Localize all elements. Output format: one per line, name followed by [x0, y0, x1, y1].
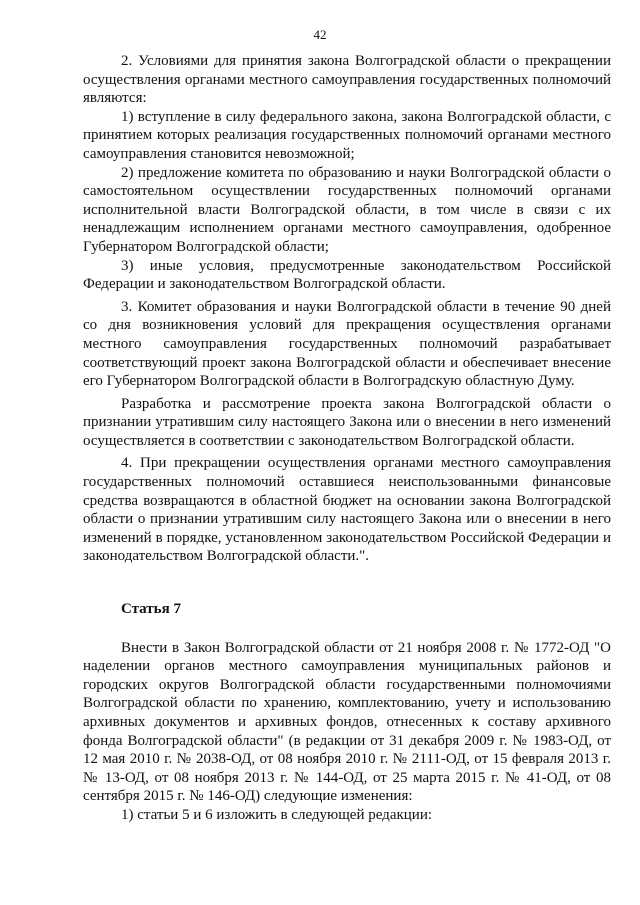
paragraph-article-item-1: 1) статьи 5 и 6 изложить в следующей редакции: — [121, 806, 433, 823]
document-body — [83, 52, 611, 825]
paragraph-condition-3: 3) иные условия, предусмотренные законодательством Российской Федерации и законодательством Волгоградской области. — [83, 257, 611, 293]
paragraph-conditions-intro: 2. Условиями для принятия закона Волгоградской области о прекращении осуществления органами местного самоуправления государственных полномочий являются: — [83, 53, 611, 107]
paragraph-item-3: 3. Комитет образования и науки Волгоградской области в течение 90 дней со дня возникновения условий для прекращения осуществления органами местного самоуправления государственных полномочий разрабатывает соответствующий проект закона Волгоградской области и обеспечивает внесение его Губернатором Волгоградской области в Волгоградскую областную Думу. — [83, 298, 611, 390]
article-heading: Статья 7 — [121, 601, 181, 618]
paragraph-article-amendment: Внести в Закон Волгоградской области от 21 ноября 2008 г. № 1772-ОД "О наделении органов местного самоуправления муниципальных районов и городских округов Волгоградской области государственными полномочиями Волгоградской области по хранению, комплектованию, учету и использованию архивных документов и архивных фондов, отнесенных к составу архивного фонда Волгоградской области" (в редакции от 31 декабря 2009 г. № 1983-ОД, от 12 мая 2010 г. № 2038-ОД, от 08 ноября 2010 г. № 2111-ОД, от 15 февраля 2013 г. № 13-ОД, от 08 ноября 2013 г. № 144-ОД, от 25 марта 2015 г. № 41-ОД, от 08 сентября 2015 г. № 146-ОД) следующие изменения: — [83, 639, 611, 805]
paragraph-condition-1: 1) вступление в силу федерального закона, закона Волгоградской области, с принятием которых реализация государственных полномочий органами местного самоуправления становится невозможной; — [83, 108, 611, 162]
paragraph-draft-law: Разработка и рассмотрение проекта закона Волгоградской области о признании утратившим силу настоящего Закона или о внесении в него изменений осуществляется в соответствии с законодательством Волгоградской области. — [83, 395, 611, 449]
paragraph-item-4: 4. При прекращении осуществления органами местного самоуправления государственных полномочий оставшиеся неиспользованными финансовые средства возвращаются в областной бюджет на основании закона Волгоградской области о признании утратившим силу настоящего Закона или о внесении в него изменений в порядке, установленном законодательством Российской Федерации и законодательством Волгоградской области.". — [83, 455, 611, 565]
page-number: 42 — [313, 27, 327, 42]
paragraph-condition-2: 2) предложение комитета по образованию и науки Волгоградской области о самостоятельном осуществлении государственных полномочий органами исполнительной власти Волгоградской области, в том числе в связи с их ненадлежащим исполнением органами местного самоуправления, одобренное Губернатором Волгоградской области; — [83, 164, 611, 255]
